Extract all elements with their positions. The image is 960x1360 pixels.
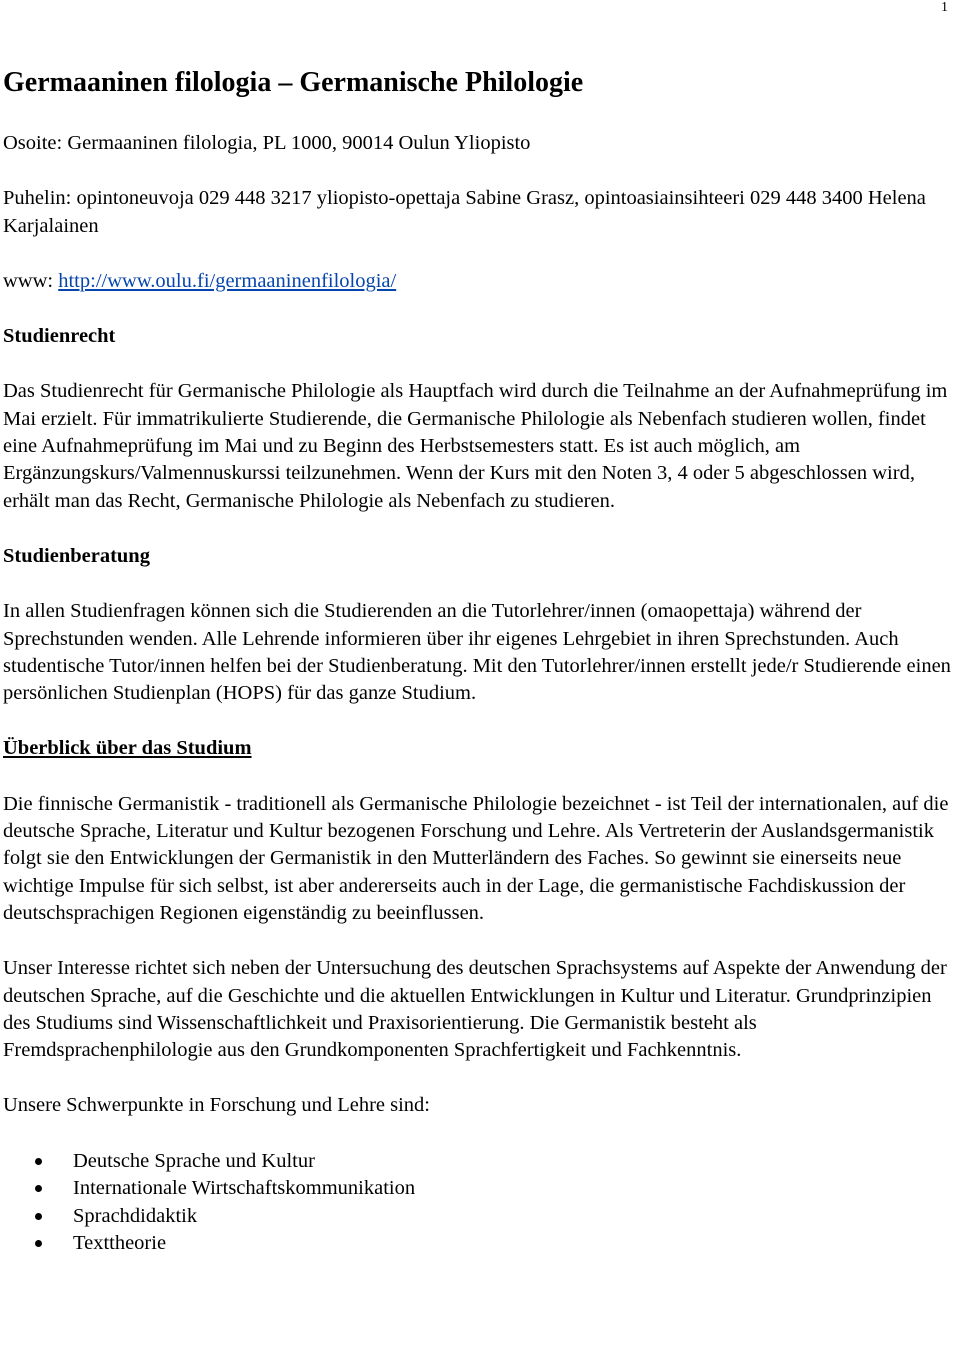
address-line: Osoite: Germaaninen filologia, PL 1000, 90014 Oulun Yliopisto: [3, 132, 531, 154]
page-title: Germaaninen filologia – Germanische Philologie: [3, 67, 584, 98]
section-heading-studienrecht: Studienrecht: [3, 325, 116, 348]
document-body: [3, 66, 953, 1258]
section-heading-studienberatung: Studienberatung: [3, 544, 150, 567]
section-heading-ueberblick: Überblick über das Studium: [3, 737, 252, 760]
section-text-studienrecht: Das Studienrecht für Germanische Philologie als Hauptfach wird durch die Teilnahme an der Aufnahmeprüfung im Mai erzielt. Für immatrikulierte Studierende, die Germanische Philologie als Nebenfach studieren wollen, findet eine Aufnahmeprüfung im Mai und zu Beginn des Herbstsemesters statt. Es ist auch möglich, am Ergänzungskurs/Valmennuskurssi teilzunehmen. Wenn der Kurs mit den Noten 3, 4 oder 5 abgeschlossen wird, erhält man das Recht, Germanische Philologie als Nebenfach zu studieren.: [3, 380, 948, 512]
list-item-label: Texttheorie: [73, 1232, 167, 1255]
phone-line: Puhelin: opintoneuvoja 029 448 3217 yliopisto-opettaja Sabine Grasz, opintoasiainsihteeri 029 448 3400 Helena Karjalainen: [3, 187, 926, 237]
section-text-studienberatung: In allen Studienfragen können sich die Studierenden an die Tutorlehrer/innen (omaopettaja) während der Sprechstunden wenden. Alle Lehrende informieren über ihr eigenes Lehrgebiet in ihren Sprechstunden. Auch studentische Tutor/innen helfen bei der Studienberatung. Mit den Tutorlehrer/innen erstellt jede/r Studierende einen persönlichen Studienplan (HOPS) für das ganze Studium.: [3, 600, 951, 705]
bullet-icon: [35, 1240, 42, 1247]
website-link[interactable]: http://www.oulu.fi/germaaninenfilologia/: [58, 269, 397, 292]
list-item-label: Sprachdidaktik: [73, 1204, 198, 1227]
list-intro: Unsere Schwerpunkte in Forschung und Lehre sind:: [3, 1094, 430, 1117]
bullet-icon: [35, 1158, 42, 1165]
list-item: [73, 1175, 953, 1203]
www-label: www:: [3, 269, 59, 292]
section-paragraph: Unser Interesse richtet sich neben der Untersuchung des deutschen Sprachsystems auf Aspekte der Anwendung der deutschen Sprache, auf die Geschichte und die aktuellen Entwicklungen in Kultur und Literatur. Grundprinzipien des Studiums sind Wissenschaftlichkeit und Praxisorientierung. Die Germanistik besteht als Fremdsprachenphilologie aus den Grundkomponenten Sprachfertigkeit und Fachkenntnis.: [3, 957, 947, 1062]
www-line: [3, 268, 953, 295]
list-item: [73, 1148, 953, 1176]
bullet-icon: [35, 1185, 42, 1192]
list-item: [73, 1203, 953, 1231]
list-item: [73, 1230, 953, 1258]
page-number: 1: [941, 0, 948, 15]
focus-list: [3, 1148, 953, 1258]
list-item-label: Deutsche Sprache und Kultur: [73, 1149, 315, 1172]
section-paragraph: Die finnische Germanistik - traditionell als Germanische Philologie bezeichnet - ist Teil der internationalen, auf die deutsche Sprache, Literatur und Kultur bezogenen Forschung und Lehre. Als Vertreterin der Auslandsgermanistik folgt sie den Entwicklungen der Germanistik in den Mutterländern des Faches. So gewinnt sie einerseits neue wichtige Impulse für sich selbst, ist aber andererseits auch in der Lage, die germanistische Fachdiskussion der deutschsprachigen Regionen eigenständig zu beeinflussen.: [3, 792, 949, 924]
bullet-icon: [35, 1213, 42, 1220]
list-item-label: Internationale Wirtschaftskommunikation: [73, 1177, 416, 1200]
